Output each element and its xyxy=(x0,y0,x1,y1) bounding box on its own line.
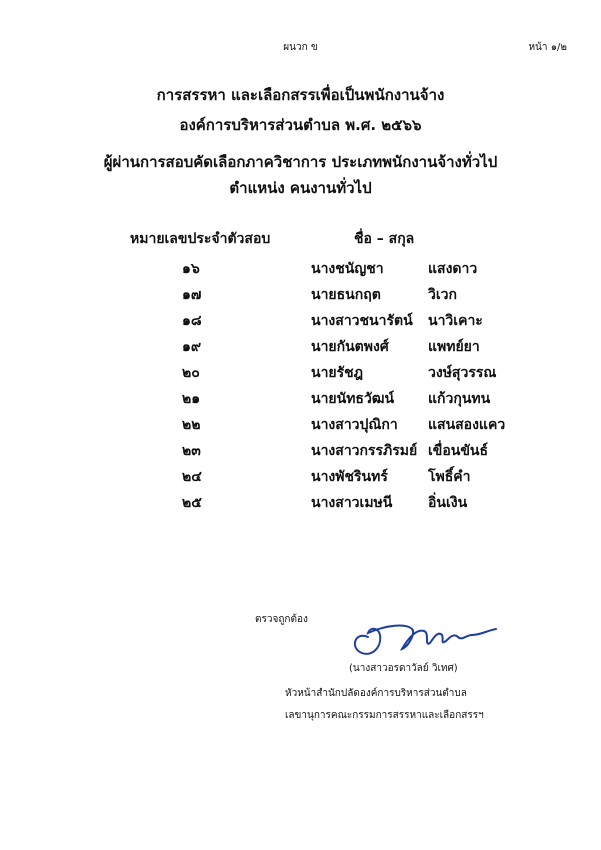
title-line-3: ผู้ผ่านการสอบคัดเลือกภาควิชาการ ประเภทพนักงานจ้างทั่วไป xyxy=(103,153,498,171)
candidate-number: ๒๔ xyxy=(182,469,202,485)
candidate-row xyxy=(0,258,601,284)
candidate-last-name: อิ่นเงิน xyxy=(428,495,468,511)
candidate-number: ๑๗ xyxy=(182,287,202,303)
candidate-last-name: นาวิเคาะ xyxy=(428,313,483,329)
candidate-last-name: แพทย์ยา xyxy=(428,339,480,355)
candidate-number: ๒๒ xyxy=(182,417,201,433)
signer-position-1: หัวหน้าสำนักปลัดองค์การบริหารส่วนตำบล xyxy=(285,688,467,699)
candidate-first-name: นางพัชรินทร์ xyxy=(311,469,388,485)
title-line-1: การสรรหา และเลือกสรรเพื่อเป็นพนักงานจ้าง xyxy=(156,86,445,104)
candidate-first-name: นายกันตพงศ์ xyxy=(311,339,389,355)
candidate-last-name: เขื่อนขันธ์ xyxy=(428,443,489,459)
candidate-number: ๒๑ xyxy=(182,391,201,407)
page-number: หน้า ๑/๒ xyxy=(528,42,567,53)
title-line-2: องค์การบริหารส่วนตำบล พ.ศ. ๒๕๖๖ xyxy=(179,116,422,134)
candidate-row xyxy=(0,284,601,310)
candidate-last-name: แสงดาว xyxy=(428,261,478,277)
candidate-first-name: นางสาวปุณิกา xyxy=(311,417,398,433)
candidate-row xyxy=(0,466,601,492)
candidate-first-name: นายธนกฤต xyxy=(311,287,381,303)
candidate-last-name: วิเวก xyxy=(428,287,457,303)
candidate-first-name: นางชนัญชา xyxy=(311,261,384,277)
candidate-first-name: นางสาวเมษนี xyxy=(311,495,393,511)
candidate-row xyxy=(0,414,601,440)
candidate-first-name: นางสาวกรรภิรมย์ xyxy=(311,443,418,459)
candidate-first-name: นางสาวชนารัตน์ xyxy=(311,313,413,329)
candidate-number: ๑๖ xyxy=(182,261,200,277)
candidate-first-name: นายรัชฎ xyxy=(311,365,364,381)
candidate-last-name: วงษ์สุวรรณ xyxy=(428,365,497,381)
candidate-row xyxy=(0,440,601,466)
signature-image xyxy=(346,617,506,667)
candidate-row xyxy=(0,310,601,336)
candidate-number: ๒๕ xyxy=(182,495,202,511)
candidate-first-name: นายนัทธวัฒน์ xyxy=(311,391,395,407)
candidate-row xyxy=(0,362,601,388)
candidate-last-name: โพธิ์คำ xyxy=(428,469,471,485)
signer-position-2: เลขานุการคณะกรรมการสรรหาและเลือกสรรฯ xyxy=(285,710,484,721)
candidate-number: ๒๓ xyxy=(182,443,201,459)
candidate-last-name: แก้วกุนทน xyxy=(428,391,491,407)
annex-label: ผนวก ข xyxy=(283,42,318,53)
candidate-number: ๒๐ xyxy=(182,365,200,381)
candidate-row xyxy=(0,492,601,518)
column-header-id: หมายเลขประจำตัวสอบ xyxy=(130,231,271,247)
candidate-last-name: แสนสองแคว xyxy=(428,417,506,433)
candidate-number: ๑๙ xyxy=(182,339,202,355)
signer-name: (นางสาวอรดาวัลย์ วิเทศ) xyxy=(349,663,458,674)
candidate-number: ๑๘ xyxy=(182,313,202,329)
title-line-4: ตำแหน่ง คนงานทั่วไป xyxy=(229,179,372,197)
column-header-name: ชื่อ – สกุล xyxy=(354,231,415,247)
candidate-row xyxy=(0,388,601,414)
candidate-row xyxy=(0,336,601,362)
verified-label: ตรวจถูกต้อง xyxy=(255,614,308,625)
